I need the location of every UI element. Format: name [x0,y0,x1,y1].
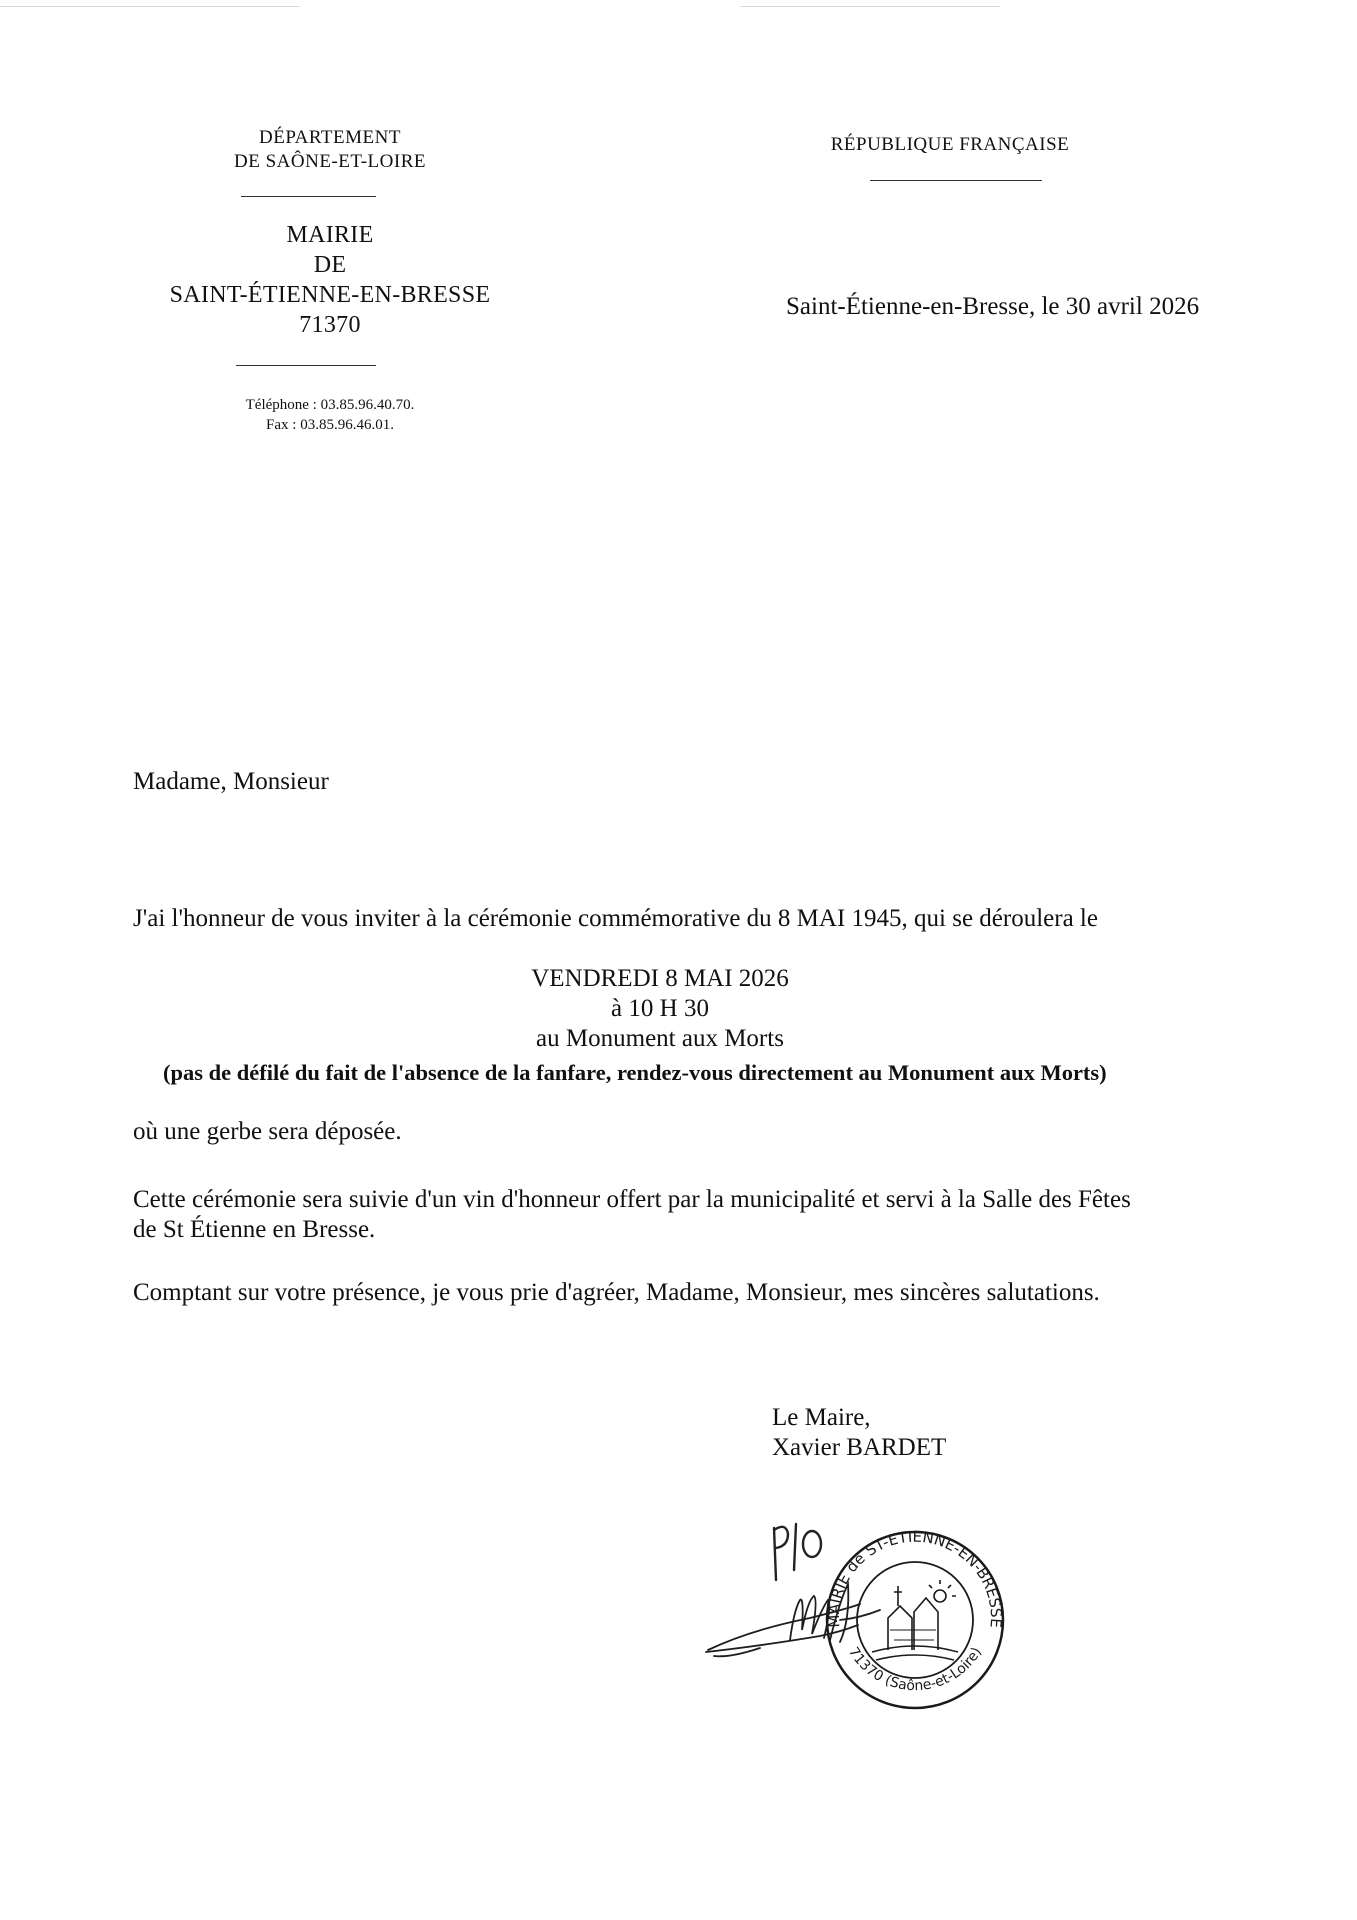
reception-paragraph [133,1185,1253,1245]
handwritten-po-note [774,1524,821,1580]
republic-heading: RÉPUBLIQUE FRANÇAISE [830,134,1070,155]
closing-paragraph: Comptant sur votre présence, je vous prie d'agréer, Madame, Monsieur, mes sincères salutations. [133,1279,1100,1306]
telephone: Téléphone : 03.85.96.40.70. [245,397,415,413]
mairie-line-3: SAINT-ÉTIENNE-EN-BRESSE [169,282,491,308]
mairie-divider [236,365,376,366]
stamp-bottom-text: 71370 (Saône-et-Loire) [844,1644,986,1695]
event-block [400,964,920,1054]
salutation: Madame, Monsieur [133,768,329,795]
event-time: à 10 H 30 [611,995,709,1022]
scan-edge-right [740,6,1000,7]
signature-block [772,1403,946,1463]
stamp-top-text: MAIRIE de ST-ETIENNE-EN-BRESSE [824,1527,1006,1629]
mairie-line-1: MAIRIE [286,222,374,248]
place-date: Saint-Étienne-en-Bresse, le 30 avril 2026 [786,293,1200,320]
intro-paragraph: J'ai l'honneur de vous inviter à la cérémonie commémorative du 8 MAI 1945, qui se déroulera le [133,905,1098,932]
republic-divider [870,180,1042,181]
signature-and-stamp [690,1500,1020,1720]
mairie-postcode: 71370 [299,312,361,338]
department-block [180,126,480,174]
wreath-line: où une gerbe sera déposée. [133,1118,402,1145]
reception-line-2: de St Étienne en Bresse. [133,1216,376,1243]
department-divider [241,196,376,197]
fax: Fax : 03.85.96.46.01. [266,417,394,433]
event-note: (pas de défilé du fait de l'absence de la fanfare, rendez-vous directement au Monument aux Morts) [163,1060,1107,1085]
stamp-emblem [872,1580,958,1660]
department-line-1: DÉPARTEMENT [259,127,401,148]
signature-title: Le Maire, [772,1404,871,1431]
scan-edge-left [0,6,300,7]
handwritten-signature [706,1584,880,1656]
reception-line-1: Cette cérémonie sera suivie d'un vin d'honneur offert par la municipalité et servi à la Salle des Fêtes [133,1186,1131,1213]
event-date: VENDREDI 8 MAI 2026 [531,965,789,992]
department-line-2: DE SAÔNE-ET-LOIRE [234,151,426,172]
contact-block [180,395,480,435]
mairie-line-2: DE [313,252,347,278]
signature-name: Xavier BARDET [772,1434,947,1461]
mairie-block [130,220,530,340]
event-place: au Monument aux Morts [536,1025,784,1052]
